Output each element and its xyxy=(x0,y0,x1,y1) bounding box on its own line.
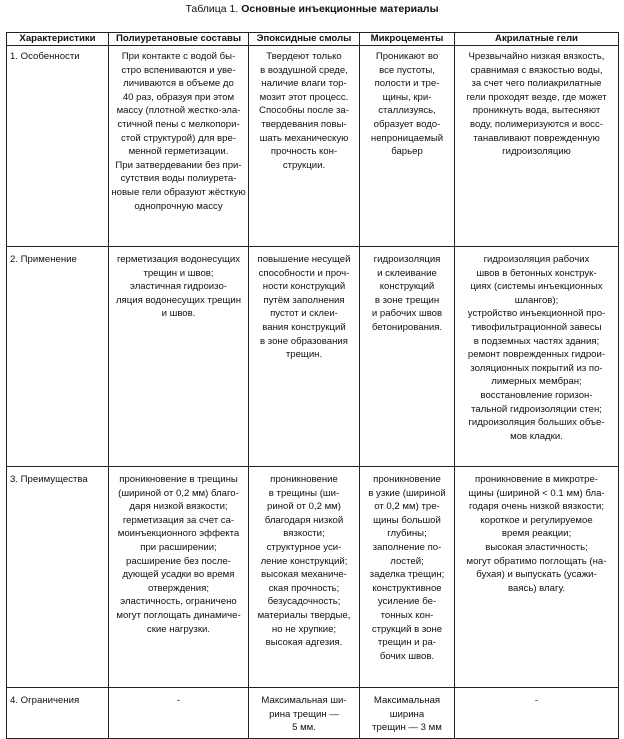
cell-line: от 0,2 мм) тре- xyxy=(374,501,440,513)
cell-line: барьер xyxy=(391,146,423,158)
cell-line: Максимальная ши- xyxy=(261,695,347,706)
cell-line: но не хрупкие; xyxy=(271,623,337,635)
cell-line: в трещины (ши- xyxy=(268,487,340,499)
cell-line: наличие влаги тор- xyxy=(261,78,347,90)
cell-line: проникновение в микротре- xyxy=(475,474,598,485)
row-label-application: 2. Применение xyxy=(7,247,109,467)
cell-line: устройство инъекционной про- xyxy=(467,308,606,320)
table-caption xyxy=(0,3,624,16)
cell-line: При затвердевании без при- xyxy=(115,159,242,171)
cell-line: трещин — 3 мм xyxy=(372,722,442,734)
cell-line: Чрезвычайно низкая вязкость, xyxy=(468,51,605,62)
cell-line: шлангов); xyxy=(514,294,559,306)
cell-line: усиление бе- xyxy=(377,596,437,608)
cell-line: мов кладки. xyxy=(510,430,563,442)
caption-title: Основные инъекционные материалы xyxy=(241,3,439,15)
cell-line: твердевания повы- xyxy=(261,118,347,130)
cell-limitations-polyurethane xyxy=(109,688,249,739)
cell-advantages-microcement xyxy=(360,467,455,688)
cell-line: вания конструкций xyxy=(262,321,346,333)
cell-line: сравнимая с вязкостью воды, xyxy=(470,64,603,76)
cell-limitations-epoxy xyxy=(249,688,360,739)
cell-features-polyurethane xyxy=(109,46,249,247)
cell-line: - xyxy=(534,695,539,706)
cell-line: герметизация за счет са- xyxy=(122,514,235,526)
cell-line: 5 мм. xyxy=(292,722,316,734)
cell-line: и склеивание xyxy=(377,267,437,279)
table-row xyxy=(7,46,619,247)
cell-line: личиваются в объеме до xyxy=(123,78,234,90)
cell-advantages-epoxy xyxy=(249,467,360,688)
header-acrylate: Акрилатные гели xyxy=(455,33,619,46)
cell-line: и рабочих швов xyxy=(371,308,443,320)
cell-line: трещин и ра- xyxy=(377,637,437,649)
cell-line: Способны после за- xyxy=(259,105,349,117)
cell-line: тивофильтрационной завесы xyxy=(471,321,602,333)
cell-line: гидроизоляция рабочих xyxy=(483,254,590,265)
cell-line: тальной гидроизоляции стен; xyxy=(471,403,602,415)
injection-materials-table xyxy=(6,32,619,739)
cell-line: прочность кон- xyxy=(270,146,338,158)
cell-line: струкции. xyxy=(282,159,326,171)
cell-line: могут обратимо поглощать (на- xyxy=(466,555,607,567)
cell-line: гидроизоляцию xyxy=(502,146,571,158)
cell-line: массу (плотной жестко-эла- xyxy=(116,105,241,117)
cell-line: образует водо- xyxy=(373,118,441,130)
cell-line: гели проходят везде, где может xyxy=(466,91,607,103)
cell-line: шать механическую xyxy=(259,132,349,144)
cell-line: ление конструкций; xyxy=(260,555,348,567)
cell-line: стой структурой) для вре- xyxy=(120,132,237,144)
cell-line: сутствия воды полиурета- xyxy=(120,173,237,185)
cell-line: новые гели образуют жёсткую xyxy=(111,186,246,198)
cell-line: герметизация водонесущих xyxy=(116,254,241,265)
cell-line: дующей усадки во время xyxy=(122,569,235,581)
cell-application-acrylate xyxy=(455,247,619,467)
header-epoxy: Эпоксидные смолы xyxy=(249,33,360,46)
cell-line: циях (системы инъекционных xyxy=(470,281,603,293)
table-row xyxy=(7,688,619,739)
cell-line: проникновение xyxy=(373,474,441,485)
cell-line: щины, кри- xyxy=(382,91,432,103)
cell-line: материалы твердые, xyxy=(257,609,351,621)
cell-line: отверждения; xyxy=(147,582,210,594)
cell-line: благодаря низкой xyxy=(264,514,344,526)
cell-line: проникнуть вода, вытесняют xyxy=(472,105,601,117)
cell-line: высокая механиче- xyxy=(261,569,347,581)
cell-features-microcement xyxy=(360,46,455,247)
cell-line: непроницаемый xyxy=(370,132,444,144)
cell-line: конструкций xyxy=(379,281,435,293)
cell-line: золяционных покрытий из по- xyxy=(470,362,603,374)
cell-line: проникновение в трещины xyxy=(119,474,238,485)
cell-line: лимерных мембран; xyxy=(491,376,582,388)
cell-line: швов в бетонных конструк- xyxy=(476,267,597,279)
cell-line: - xyxy=(176,695,181,706)
cell-line: однопрочную массу xyxy=(134,200,223,212)
cell-line: в узкие (шириной xyxy=(368,487,446,499)
cell-line: рина трещин — xyxy=(269,708,339,720)
cell-line: в подземных частях здания; xyxy=(473,335,600,347)
cell-line: высокая адгезия. xyxy=(265,637,343,649)
cell-line: ваясь) влагу. xyxy=(508,582,565,594)
cell-features-epoxy xyxy=(249,46,360,247)
cell-line: вязкости; xyxy=(283,528,325,540)
cell-line: бочих швов. xyxy=(379,650,435,662)
cell-line: время реакции; xyxy=(501,528,572,540)
cell-line: риной от 0,2 мм) xyxy=(267,501,341,513)
cell-line: восстановление горизон- xyxy=(480,389,593,401)
row-label-features: 1. Особенности xyxy=(7,46,109,247)
cell-line: повышение несущей xyxy=(257,254,351,265)
cell-application-epoxy xyxy=(249,247,360,467)
cell-line: 40 раз, образуя при этом xyxy=(122,91,235,103)
cell-line: путём заполнения xyxy=(263,294,345,306)
cell-line: Максимальная xyxy=(373,695,441,706)
cell-limitations-microcement xyxy=(360,688,455,739)
cell-line: воду, полимеризуются и восс- xyxy=(470,118,603,130)
cell-line: могут поглощать динамиче- xyxy=(116,609,241,621)
cell-line: гидроизоляция xyxy=(373,254,441,265)
cell-features-acrylate xyxy=(455,46,619,247)
cell-line: При контакте с водой бы- xyxy=(121,51,236,62)
cell-line: щины большой xyxy=(373,514,441,526)
cell-line: эластичная гидроизо- xyxy=(130,281,227,293)
cell-line: сталлизуясь, xyxy=(378,105,436,117)
cell-line: мозит этот процесс. xyxy=(259,91,349,103)
cell-line: ширина xyxy=(389,708,425,720)
cell-line: при расширении; xyxy=(140,541,217,553)
cell-line: эластичность, ограничено xyxy=(120,596,237,608)
header-row xyxy=(7,33,619,46)
cell-line: стро вспениваются и уве- xyxy=(121,64,236,76)
cell-line: расширение без после- xyxy=(126,555,231,567)
cell-line: Твердеют только xyxy=(266,51,342,62)
cell-application-polyurethane xyxy=(109,247,249,467)
cell-line: бухая) и выпускать (усажи- xyxy=(476,569,597,581)
cell-line: годаря очень низкой вязкости; xyxy=(468,501,604,513)
cell-line: все пустоты, xyxy=(379,64,435,76)
cell-line: даря низкой вязкости; xyxy=(129,501,228,513)
cell-line: трещин. xyxy=(285,349,323,361)
cell-line: лостей; xyxy=(390,555,424,567)
row-label-advantages: 3. Преимущества xyxy=(7,467,109,688)
cell-line: заделка трещин; xyxy=(369,569,445,581)
cell-line: в зоне трещин xyxy=(374,294,440,306)
cell-line: менной герметизации. xyxy=(128,146,229,158)
cell-line: ская прочность; xyxy=(268,582,340,594)
cell-line: за счет чего полиакрилатные xyxy=(471,78,602,90)
cell-line: глубины; xyxy=(387,528,427,540)
cell-line: бетонирования. xyxy=(371,321,443,333)
cell-line: (шириной от 0,2 мм) благо- xyxy=(118,487,239,499)
cell-line: стичной пены с мелкопори- xyxy=(117,118,240,130)
cell-line: и швов. xyxy=(161,308,196,320)
cell-line: тонных кон- xyxy=(380,609,434,621)
cell-line: ские нагрузки. xyxy=(146,623,211,635)
cell-limitations-acrylate xyxy=(455,688,619,739)
cell-line: моинъекционного эффекта xyxy=(117,528,240,540)
cell-line: ляция водонесущих трещин xyxy=(115,294,242,306)
cell-line: короткое и регулируемое xyxy=(480,514,593,526)
cell-line: танавливают поврежденную xyxy=(473,132,600,144)
cell-line: структурное уси- xyxy=(266,541,342,553)
table-row xyxy=(7,467,619,688)
cell-line: пустот и склеи- xyxy=(270,308,338,320)
table-row xyxy=(7,247,619,467)
cell-line: заполнение по- xyxy=(372,541,442,553)
cell-line: конструктивное xyxy=(372,582,442,594)
cell-advantages-polyurethane xyxy=(109,467,249,688)
header-microcement: Микроцементы xyxy=(360,33,455,46)
cell-line: гидроизоляция больших объе- xyxy=(468,417,605,429)
header-polyurethane: Полиуретановые составы xyxy=(109,33,249,46)
cell-line: ности конструкций xyxy=(262,281,346,293)
cell-line: щины (шириной < 0.1 мм) бла- xyxy=(468,487,605,499)
cell-line: в воздушной среде, xyxy=(260,64,348,76)
header-characteristics: Характеристики xyxy=(7,33,109,46)
cell-line: безусадочность; xyxy=(267,596,341,608)
cell-application-microcement xyxy=(360,247,455,467)
cell-line: способности и проч- xyxy=(258,267,350,279)
cell-line: струкций в зоне xyxy=(371,623,443,635)
cell-line: ремонт поврежденных гидрои- xyxy=(467,349,606,361)
cell-line: полости и тре- xyxy=(374,78,440,90)
cell-advantages-acrylate xyxy=(455,467,619,688)
caption-prefix: Таблица 1. xyxy=(185,3,242,15)
cell-line: Проникают во xyxy=(375,51,439,62)
cell-line: проникновение xyxy=(270,474,338,485)
cell-line: трещин и швов; xyxy=(143,267,214,279)
cell-line: в зоне образования xyxy=(260,335,348,347)
row-label-limitations: 4. Ограничения xyxy=(7,688,109,739)
cell-line: высокая эластичность; xyxy=(485,541,588,553)
